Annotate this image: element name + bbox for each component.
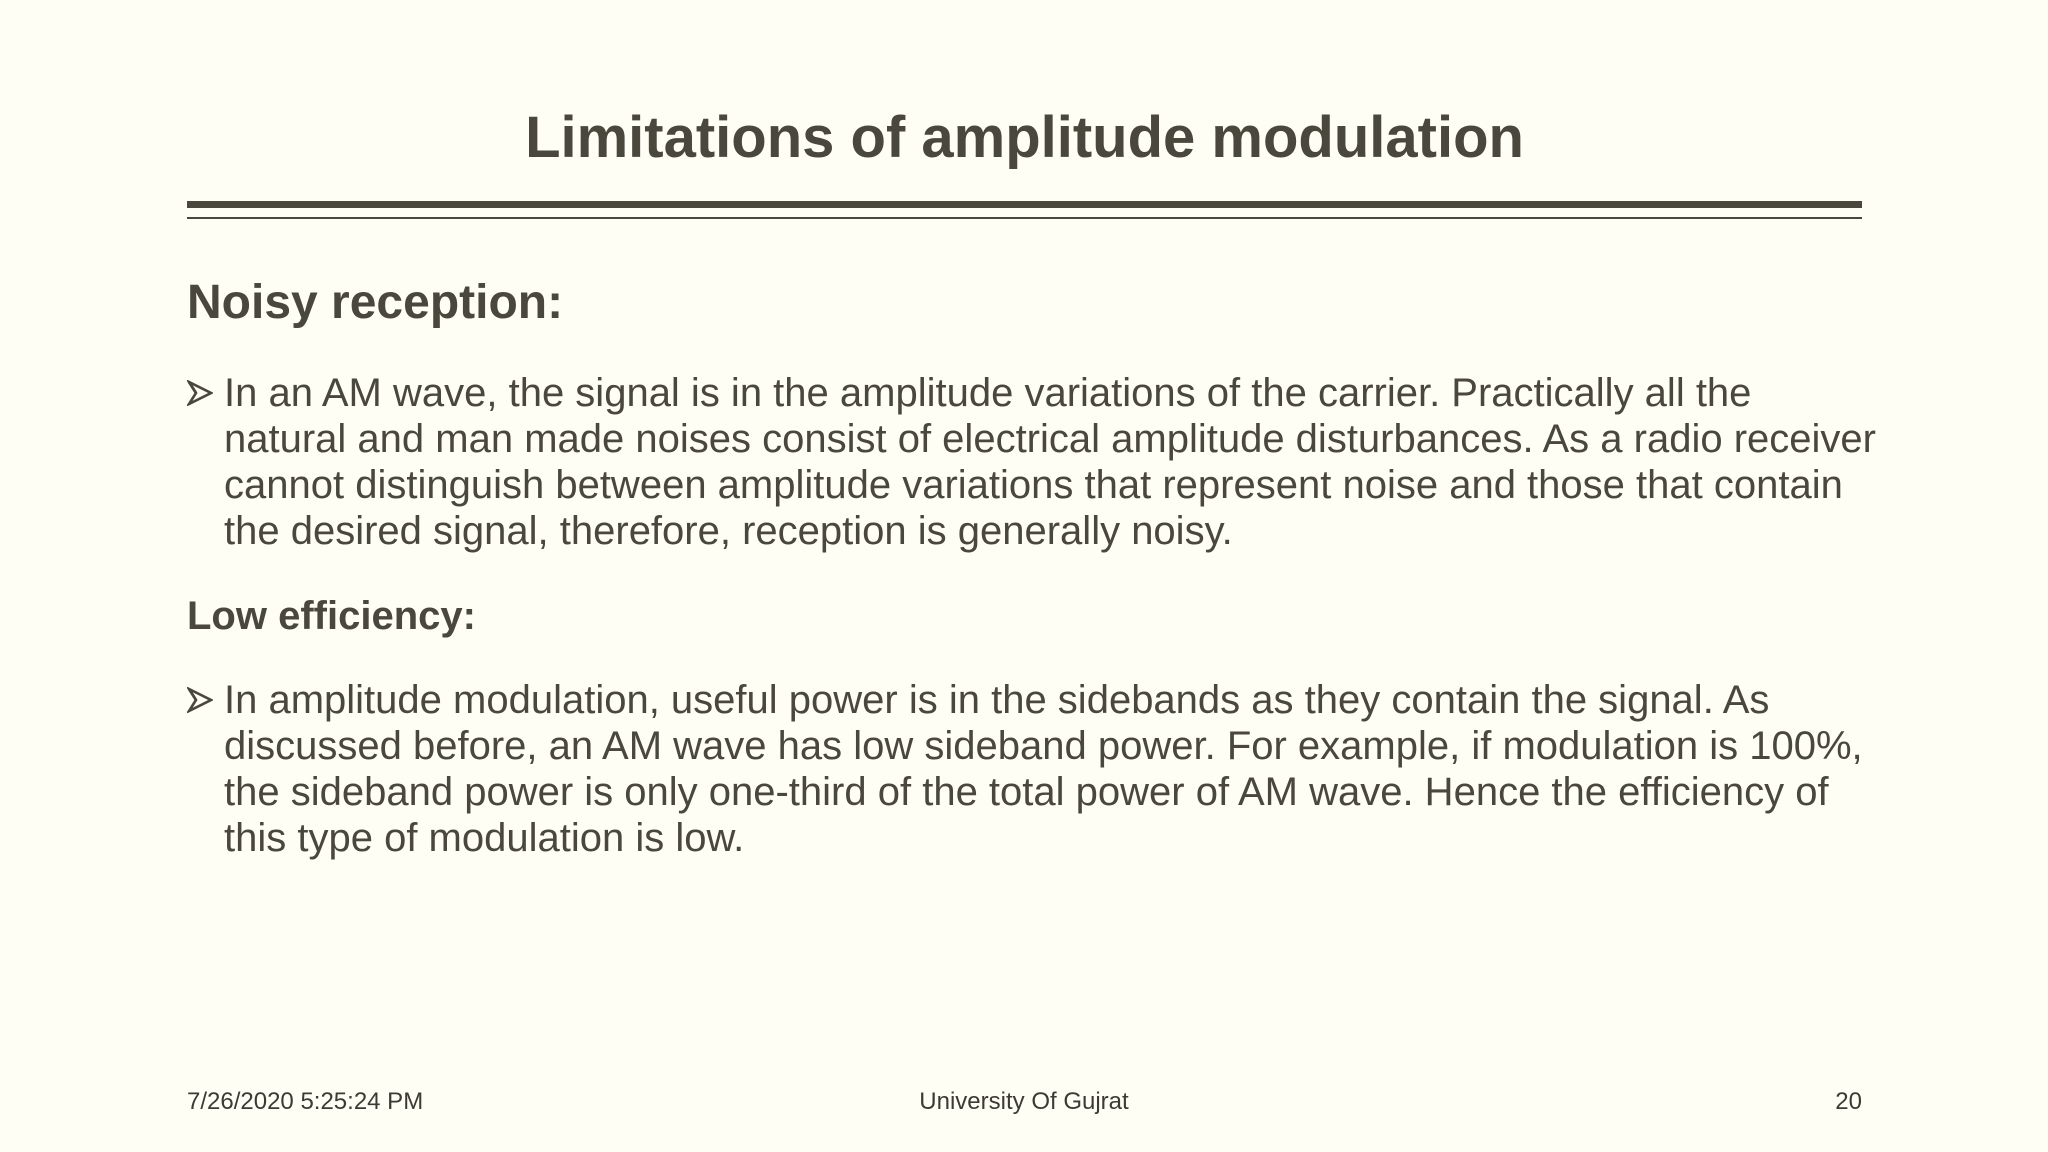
arrow-bullet-icon [187, 677, 225, 723]
bullet-text: In an AM wave, the signal is in the amplitude variations of the carrier. Practically all the natural and man made noises consist of electrical amplitude disturbances. As a radio receiver cannot distinguish between amplitude variations that represent noise and those that contain the desired signal, therefore, reception is generally noisy. [224, 371, 1876, 553]
title-divider-thin [187, 217, 1862, 219]
footer-page-number: 20 [1835, 1088, 1862, 1115]
bullet-text: In amplitude modulation, useful power is in the sidebands as they contain the signal. As discussed before, an AM wave has low sideband power. For example, if modulation is 100%, the sideband power is only one-third of the total power of AM wave. Hence the efficiency of this type of modulation is low. [224, 678, 1863, 860]
arrow-bullet-icon [187, 370, 225, 416]
title-divider-thick [187, 201, 1862, 208]
bullet-low-efficiency [187, 677, 1877, 861]
section-heading-low-efficiency: Low efficiency: [187, 594, 476, 638]
footer-date: 7/26/2020 5:25:24 PM [187, 1088, 424, 1115]
footer-organization: University Of Gujrat [919, 1088, 1129, 1115]
section-heading-noisy-reception: Noisy reception: [187, 276, 564, 329]
slide-title: Limitations of amplitude modulation [525, 105, 1524, 170]
bullet-noisy-reception [187, 370, 1877, 554]
